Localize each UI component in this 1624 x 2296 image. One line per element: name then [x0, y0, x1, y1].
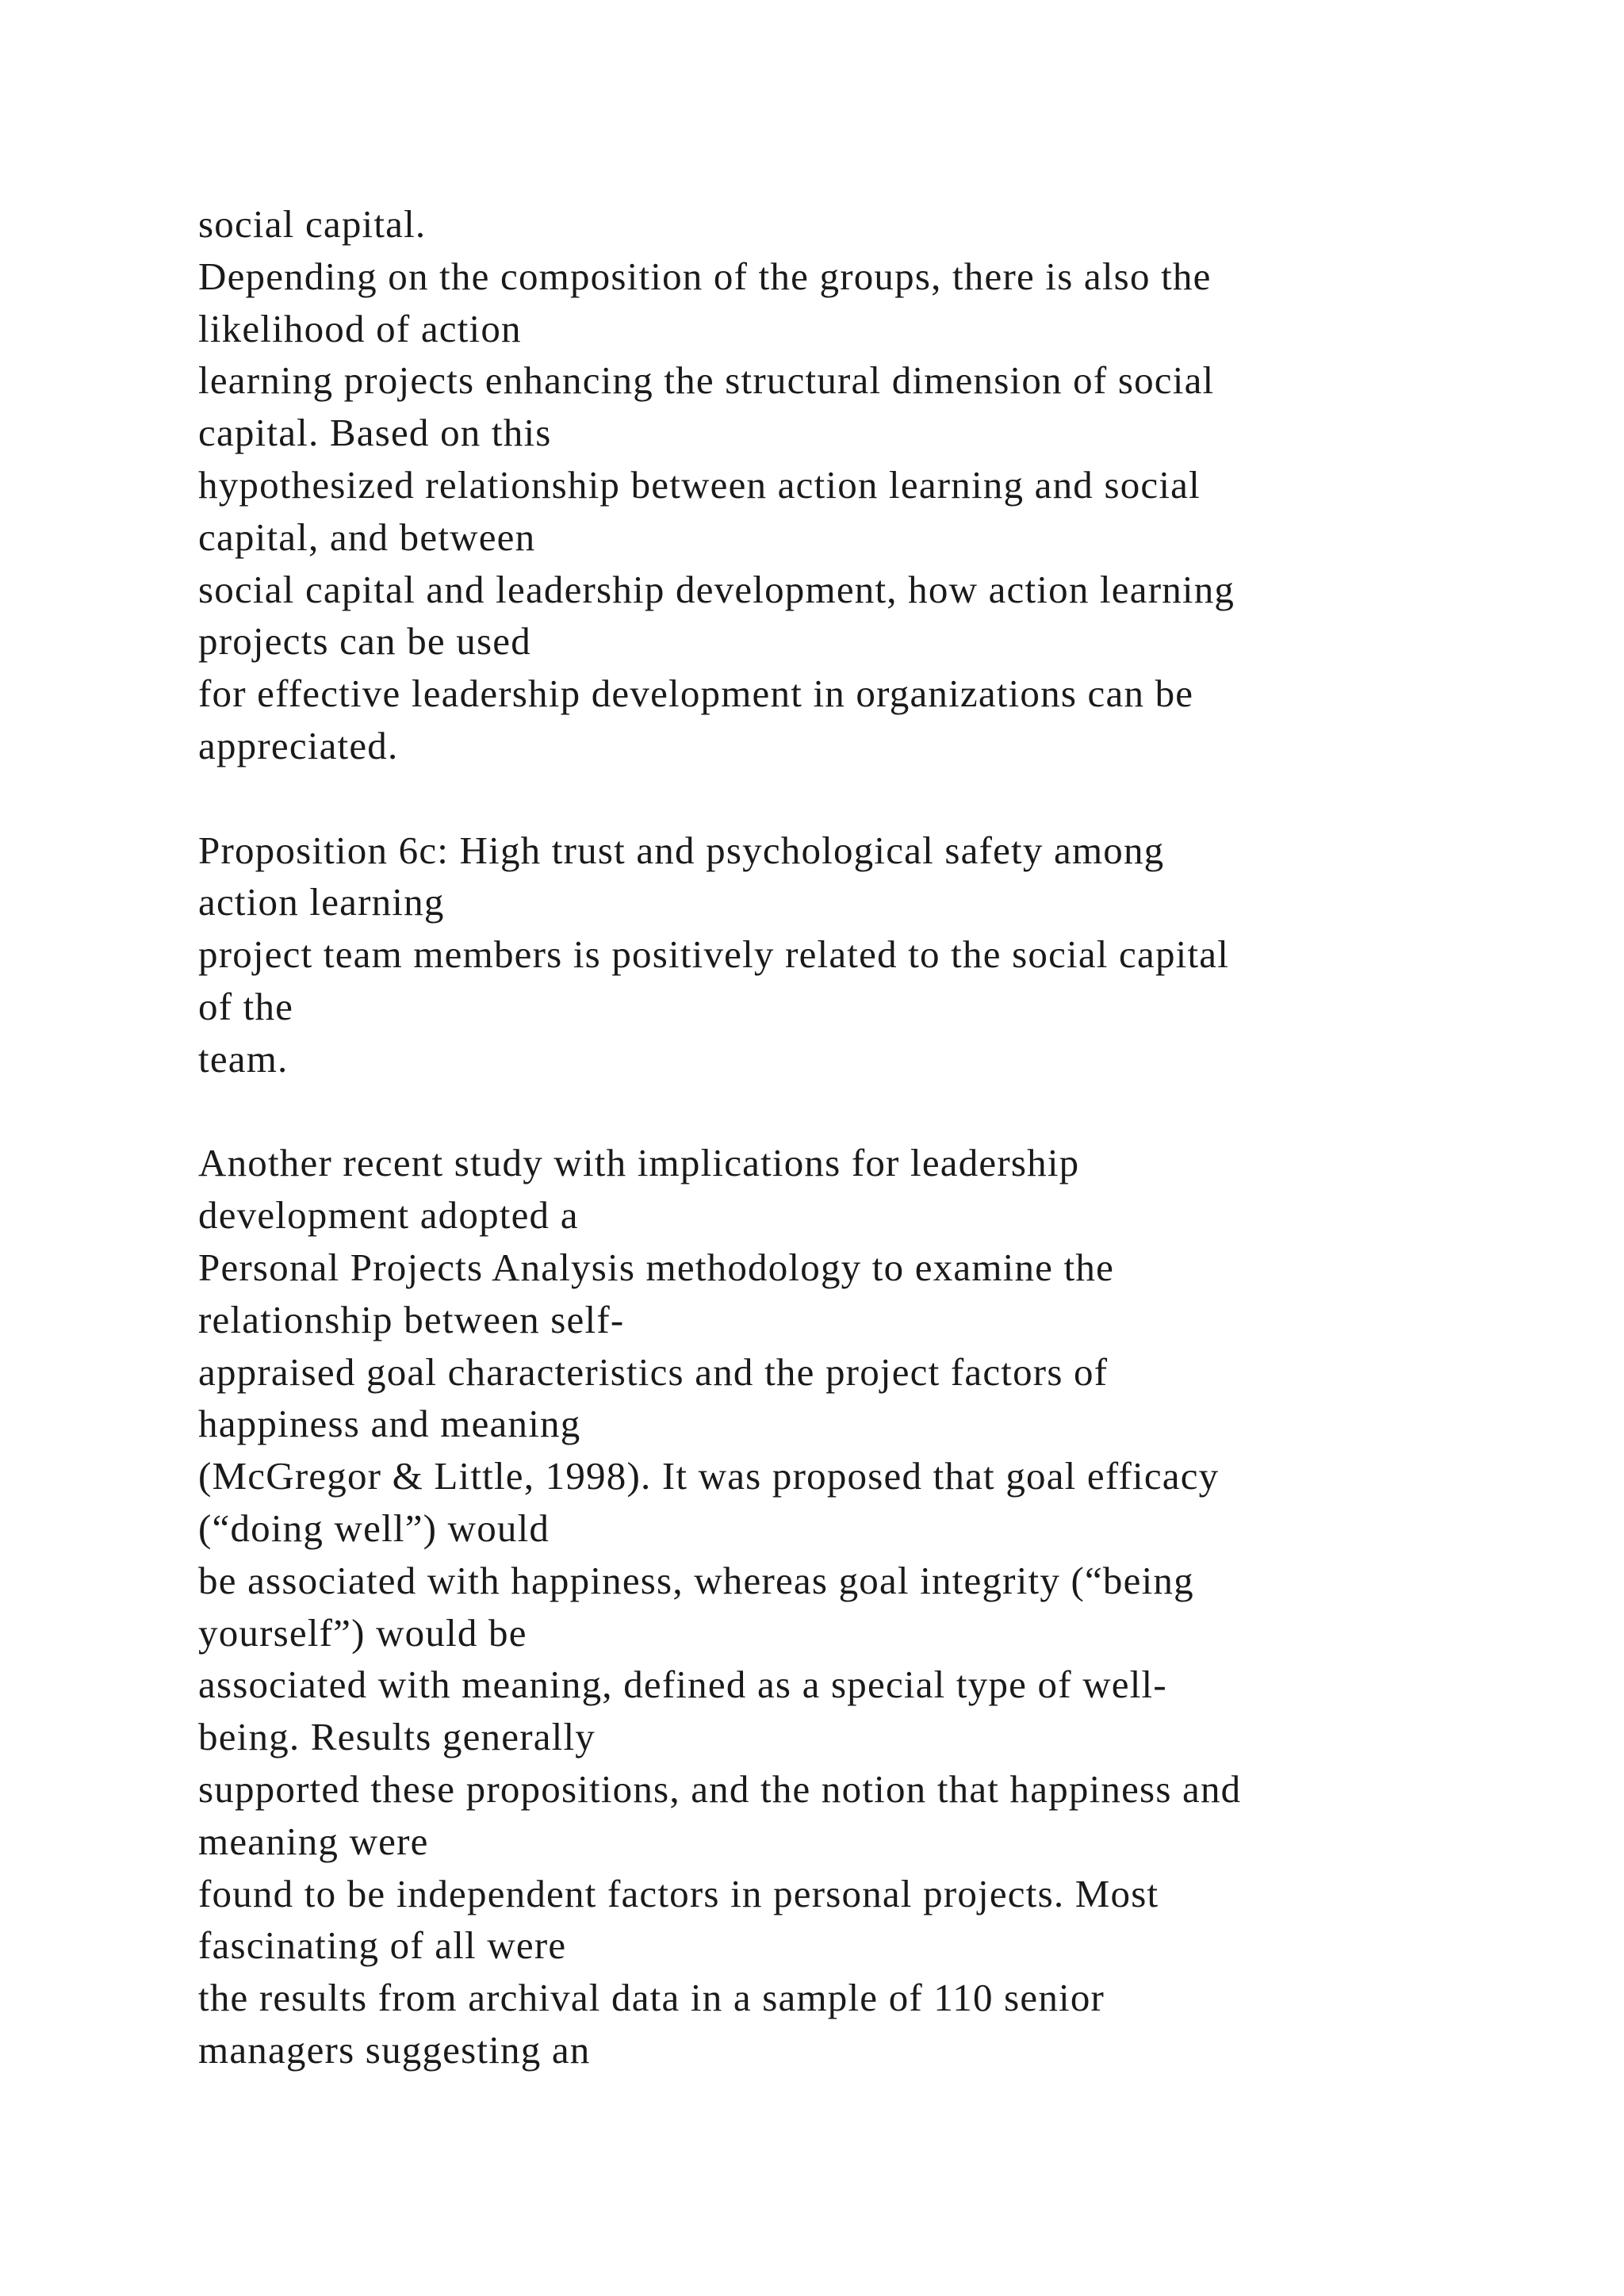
text-line: Another recent study with implications for leadership: [198, 1141, 1080, 1185]
text-line: Personal Projects Analysis methodology to examine the: [198, 1245, 1115, 1289]
text-line: social capital and leadership development, how action learning: [198, 567, 1235, 611]
text-line: the results from archival data in a sample of 110 senior: [198, 1976, 1105, 2020]
text-line: of the: [198, 984, 294, 1028]
text-line: appraised goal characteristics and the project factors of: [198, 1349, 1109, 1394]
body-text: [198, 198, 1515, 2076]
text-line: be associated with happiness, whereas goal integrity (“being: [198, 1558, 1194, 1602]
text-line: (McGregor & Little, 1998). It was proposed that goal efficacy: [198, 1454, 1220, 1498]
text-line: yourself”) would be: [198, 1610, 527, 1655]
text-line: capital. Based on this: [198, 411, 552, 455]
text-line: found to be independent factors in personal projects. Most: [198, 1871, 1159, 1915]
paragraph-social-capital: [198, 198, 1515, 772]
paragraph-proposition-6c: [198, 825, 1515, 1085]
text-line: relationship between self-: [198, 1297, 625, 1341]
text-line: (“doing well”) would: [198, 1506, 550, 1550]
text-line: being. Results generally: [198, 1715, 596, 1759]
text-line: capital, and between: [198, 515, 536, 559]
text-line: Depending on the composition of the groups, there is also the: [198, 254, 1212, 298]
text-line: learning projects enhancing the structural dimension of social: [198, 358, 1215, 403]
text-line: team.: [198, 1036, 289, 1081]
text-line: appreciated.: [198, 723, 399, 767]
paragraph-spacer: [198, 772, 1515, 825]
text-line: happiness and meaning: [198, 1402, 581, 1446]
text-line: likelihood of action: [198, 306, 522, 350]
text-line: fascinating of all were: [198, 1923, 567, 1968]
text-line: social capital.: [198, 202, 427, 246]
paragraph-personal-projects: [198, 1137, 1515, 2076]
text-line: managers suggesting an: [198, 2027, 591, 2072]
text-line: supported these propositions, and the notion that happiness and: [198, 1766, 1242, 1811]
text-line: project team members is positively related to the social capital: [198, 932, 1230, 977]
text-line: for effective leadership development in organizations can be: [198, 672, 1194, 716]
text-line: development adopted a: [198, 1193, 579, 1238]
text-line: meaning were: [198, 1819, 429, 1863]
text-line: projects can be used: [198, 619, 531, 664]
paragraph-spacer: [198, 1085, 1515, 1138]
text-line: Proposition 6c: High trust and psychological safety among: [198, 828, 1165, 872]
text-line: associated with meaning, defined as a special type of well-: [198, 1663, 1167, 1707]
text-line: hypothesized relationship between action learning and social: [198, 462, 1201, 507]
text-line: action learning: [198, 880, 445, 924]
